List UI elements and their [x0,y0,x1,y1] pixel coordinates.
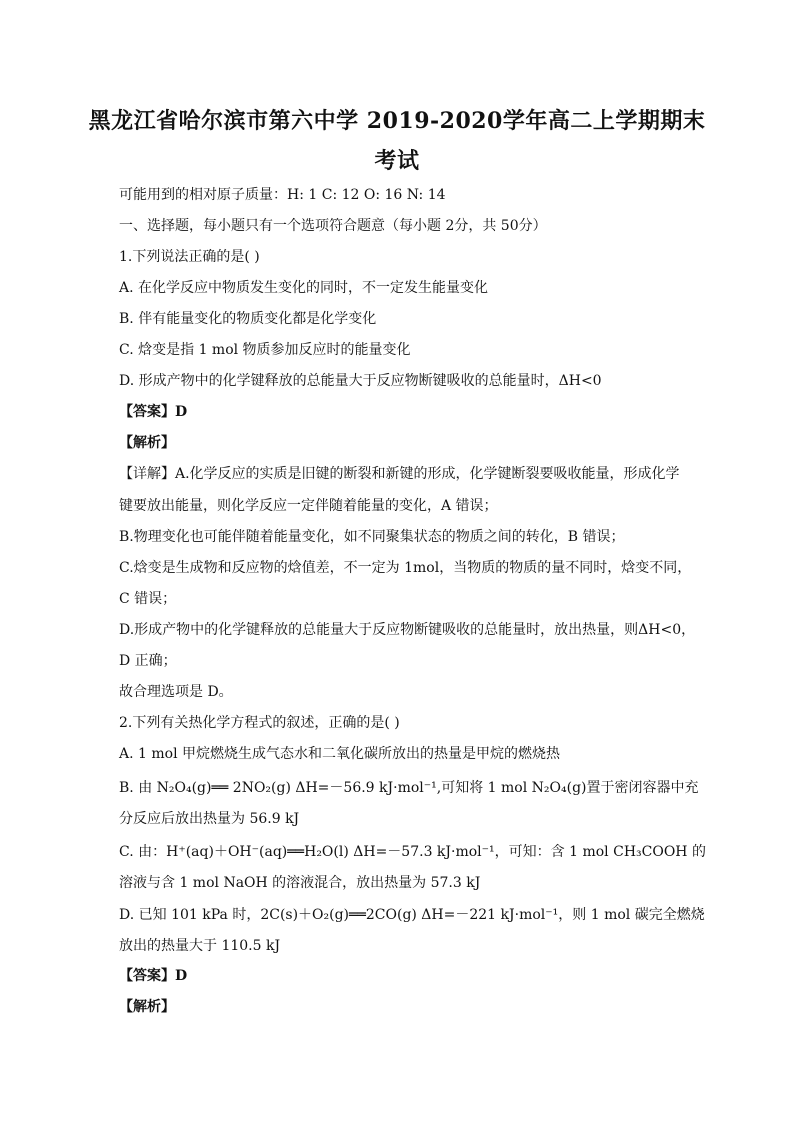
q1-answer: 【答案】D [119,404,188,420]
q2-option-b-line2: 分反应后放出热量为 56.9 kJ [119,811,300,827]
q1-detail-4: C.焓变是生成物和反应物的焓值差，不一定为 1mol，当物质的物质的量不同时，焓变不同， [119,560,692,576]
q2-option-b-line1: B. 由 N₂O₄(g)══ 2NO₂(g) ΔH=－56.9 kJ·mol⁻¹,可知将 1 mol N₂O₄(g)置于密闭容器中充 [119,780,699,796]
q2-option-c-line1: C. 由：H⁺(aq)＋OH⁻(aq)══H₂O(l) ΔH=－57.3 kJ·mol⁻¹，可知：含 1 mol CH₃COOH 的 [119,844,706,860]
q1-detail-5: C 错误； [119,591,177,607]
q2-option-d-line2: 放出的热量大于 110.5 kJ [119,938,281,954]
q1-detail-2: 键要放出能量，则化学反应一定伴随着能量的变化，A 错误； [119,498,498,514]
q2-option-a: A. 1 mol 甲烷燃烧生成气态水和二氧化碳所放出的热量是甲烷的燃烧热 [119,746,560,762]
q1-detail-8: 故合理选项是 D。 [119,684,233,700]
q1-stem: 1.下列说法正确的是( ) [119,249,260,265]
page-title-line2: 考试 [374,148,420,174]
q2-option-c-line2: 溶液与含 1 mol NaOH 的溶液混合，放出热量为 57.3 kJ [119,875,481,891]
q1-detail-6: D.形成产物中的化学键释放的总能量大于反应物断键吸收的总能量时，放出热量，则ΔH<0， [119,622,696,638]
q2-analysis-label: 【解析】 [119,999,175,1015]
q2-answer: 【答案】D [119,968,188,984]
q2-stem: 2.下列有关热化学方程式的叙述，正确的是( ) [119,715,400,731]
q2-option-d-line1: D. 已知 101 kPa 时，2C(s)＋O₂(g)══2CO(g) ΔH=－221 kJ·mol⁻¹，则 1 mol 碳完全燃烧 [119,907,705,923]
q1-option-d: D. 形成产物中的化学键释放的总能量大于反应物断键吸收的总能量时，ΔH<0 [119,373,602,389]
q1-option-b: B. 伴有能量变化的物质变化都是化学变化 [119,311,377,327]
q1-detail-1: 【详解】A.化学反应的实质是旧键的断裂和新键的形成，化学键断裂要吸收能量，形成化学 [119,466,680,482]
q1-detail-7: D 正确； [119,653,177,669]
q1-option-a: A. 在化学反应中物质发生变化的同时，不一定发生能量变化 [119,280,489,296]
page-title-line1: 黑龙江省哈尔滨市第六中学 2019-2020学年高二上学期期末 [88,108,706,134]
q1-option-c: C. 焓变是指 1 mol 物质参加反应时的能量变化 [119,342,411,358]
atomic-mass-line: 可能用到的相对原子质量：H: 1 C: 12 O: 16 N: 14 [119,187,446,203]
q1-detail-3: B.物理变化也可能伴随着能量变化，如不同聚集状态的物质之间的转化，B 错误； [119,529,625,545]
q1-analysis-label: 【解析】 [119,435,175,451]
section-heading: 一、选择题，每小题只有一个选项符合题意（每小题 2分，共 50分） [119,218,547,234]
